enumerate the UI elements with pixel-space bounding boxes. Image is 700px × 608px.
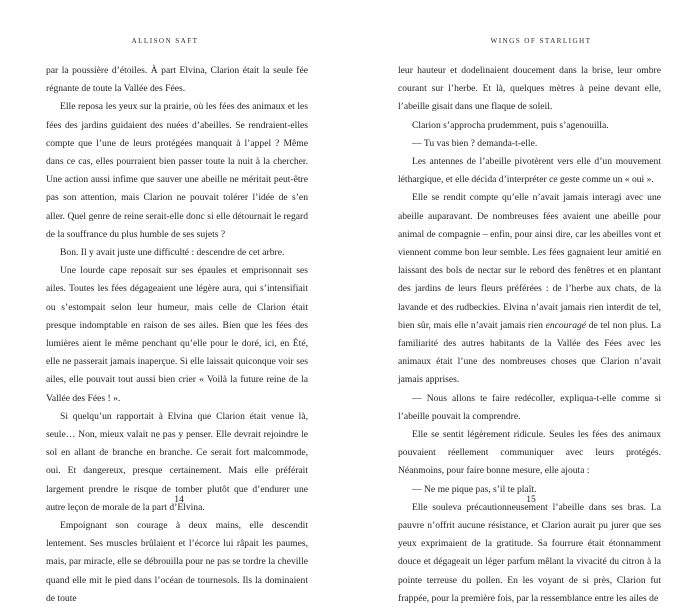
paragraph (398, 189, 661, 389)
paragraph: leur hauteur et dodelinaient doucement dans la brise, leur ombre courant sur l’herbe. Et là, quelques mètres à peine devant elle, l’abeille gisait dans une flaque de soleil. (398, 65, 661, 113)
paragraph-text: Elle se rendit compte qu’elle n’avait jamais interagi avec une abeille auparavant. De nombreuses fées avaient une abeille pour animal de compagnie – enfin, pour ainsi dire, car les abeilles vont et viennent comme bon leur semble. Les fées gagnaient leur amitié en laissant des bols de nectar sur le rebord des fenêtres et en plantant des jardins de leurs fleurs préférées : de l’herbe aux chats, de la lavande et des rudbeckies. Elvina n’avait jamais rien interdit de tel, bien sûr, mais elle n’avait jamais rien (398, 192, 661, 331)
page-number: 15 (526, 494, 536, 505)
paragraph: Empoignant son courage à deux mains, elle descendit lentement. Ses muscles brûlaient et l’écorce lui râpait les paumes, mais, par miracle, elle se débrouilla pour ne pas se tordre la cheville quand elle mit le pied dans l’océan de tournesols. Ils la dominaient de toute (46, 520, 308, 604)
left-page-body (46, 62, 308, 608)
left-page (0, 0, 350, 604)
paragraph: Les antennes de l’abeille pivotèrent vers elle d’un mouvement léthargique, et elle décida d’interpréter ce geste comme un « oui ». (398, 156, 661, 186)
paragraph: — Ne me pique pas, s’il te plaît. (412, 483, 537, 495)
paragraph: par la poussière d’étoiles. À part Elvina, Clarion était la seule fée régnante de toute la Vallée des Fées. (46, 65, 308, 95)
paragraph: Elle reposa les yeux sur la prairie, où les fées des animaux et les fées des jardins guidaient des nuées d’abeilles. Se rendraient-elles compte que l’une de leurs protégées manquait à l’appel ? Même dans ce cas, elles pourraient bien passer toute la nuit à la chercher. Une action aussi infime que sauver une abeille ne méritait peut-être pas son attention, mais Clarion ne pouvait tolérer l’idée de s’en aller. Quel genre de reine serait-elle donc si elle détournait le regard de la souffrance du plus humble de ses sujets ? (46, 101, 308, 240)
running-head-title: WINGS OF STARLIGHT (490, 37, 592, 45)
paragraph: Si quelqu’un rapportait à Elvina que Clarion était venue là, seule… Non, mieux valait ne pas y penser. Elle devrait rejoindre le sol en allant de branche en branche. Ce serait fort malcommode, oui. Et dangereux, presque certainement. Mais elle préférait largement prendre le risque de tomber plutôt que d’endurer une autre leçon de morale de la part d’Elvina. (46, 410, 308, 513)
paragraph: Elle souleva précautionneusement l’abeille dans ses bras. La pauvre n’offrit aucune résistance, et Clarion aurait pu jurer que ses yeux exprimaient de la gratitude. Sa fourrure était étonnamment douce et dégageait un léger parfum mêlant la vivacité du citron à la pointe terreuse du pollen. En les voyant de si près, Clarion fut frappée, pour la première fois, par la ressemblance entre les ailes de (398, 501, 661, 604)
emphasis-text: encouragé (545, 319, 587, 331)
paragraph: Elle se sentit légèrement ridicule. Seules les fées des animaux pouvaient réellement communiquer avec leurs protégés. Néanmoins, pour faire bonne mesure, elle ajouta : (398, 429, 661, 477)
paragraph: Clarion s’approcha prudemment, puis s’agenouilla. (412, 119, 609, 131)
paragraph: — Tu vas bien ? demanda-t-elle. (412, 137, 538, 149)
paragraph-text: de tel non plus. La familiarité des autres habitants de la Vallée des Fées avec les animaux était l’une des nombreuses choses que Clarion n’avait jamais apprises. (398, 319, 661, 386)
paragraph: — Nous allons te faire redécoller, expliqua-t-elle comme si l’abeille pouvait la comprendre. (398, 392, 661, 422)
right-page (350, 0, 700, 604)
paragraph: Bon. Il y avait juste une difficulté : descendre de cet arbre. (60, 247, 285, 259)
right-page-body (398, 62, 661, 608)
page-number: 14 (174, 494, 184, 505)
running-head-author: ALLISON SAFT (131, 37, 199, 45)
paragraph: Une lourde cape reposait sur ses épaules et emprisonnait ses ailes. Toutes les fées dégageaient une légère aura, qui s’intensifiait ou s’estompait selon leur humeur, mais celle de Clarion était presque indomptable en raison de ses ailes. Bien que les fées des lumières aient le même penchant qu’elle pour le doré, ici, en Été, elle ne passerait jamais inaperçue. Si elle laissait quiconque voir ses ailes, elle pouvait tout aussi bien crier « Voilà la future reine de la Vallée des Fées ! ». (46, 265, 308, 404)
